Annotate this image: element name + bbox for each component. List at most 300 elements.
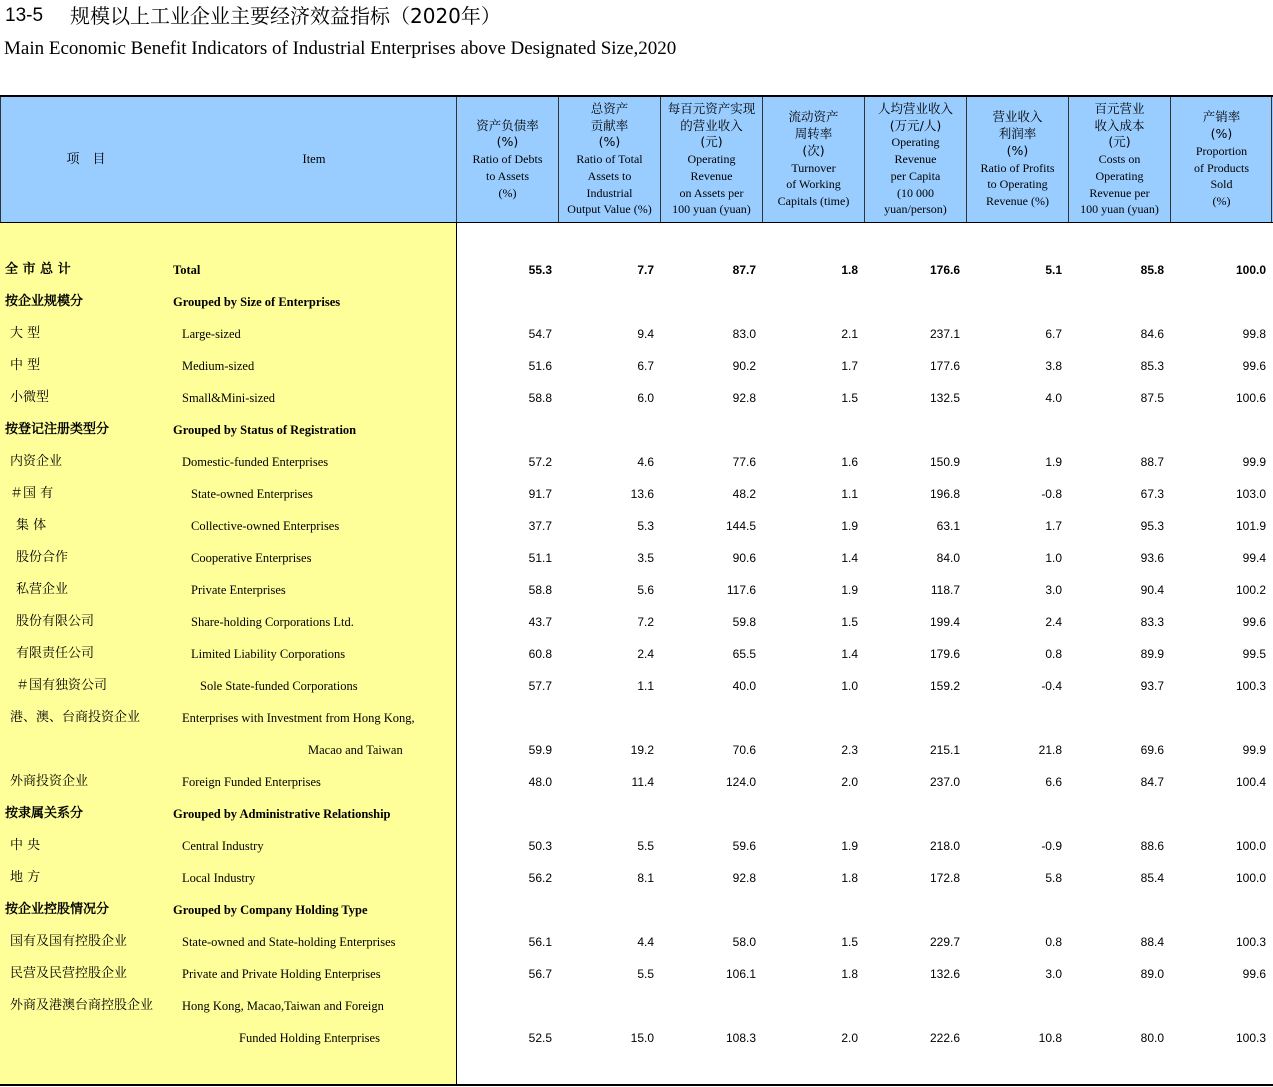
cell-revenue-per-capita: 237.0	[929, 775, 960, 789]
table-row	[0, 286, 1273, 318]
cell-revenue-per-100-yuan-assets: 59.8	[732, 615, 756, 629]
column-header-zh-line: 产销率	[1202, 109, 1241, 125]
column-header-en-line: on Assets per	[679, 185, 744, 200]
cell-current-assets-turnover: 1.8	[841, 871, 858, 885]
cell-revenue-per-100-yuan-assets: 90.2	[732, 359, 756, 373]
cell-current-assets-turnover: 1.5	[841, 391, 858, 405]
cell-current-assets-turnover: 1.4	[841, 647, 858, 661]
column-header-en-line: Sold	[1210, 177, 1233, 192]
row-label-zh: 外商及港澳台商控股企业	[10, 998, 154, 1013]
cell-profit-ratio: -0.4	[1041, 679, 1062, 693]
column-header-revenue-per-capita	[864, 97, 966, 222]
cell-revenue-per-100-yuan-assets: 117.6	[726, 583, 756, 597]
row-label-zh: 外商投资企业	[10, 774, 89, 789]
column-header-zh-line: (万元/人)	[889, 117, 942, 133]
cell-revenue-per-capita: 229.7	[929, 935, 960, 949]
table-row	[0, 254, 1273, 286]
cell-revenue-per-100-yuan-assets: 92.8	[732, 391, 756, 405]
cell-current-assets-turnover: 1.9	[841, 519, 858, 533]
table-row	[0, 478, 1273, 510]
cell-revenue-per-capita: 132.5	[929, 391, 960, 405]
cell-profit-ratio: 4.0	[1045, 391, 1062, 405]
table-row	[0, 990, 1273, 1022]
cell-debt-ratio: 60.8	[528, 647, 552, 661]
cell-cost-per-100-yuan-revenue: 89.0	[1140, 967, 1164, 981]
cell-revenue-per-capita: 159.2	[929, 679, 960, 693]
cell-cost-per-100-yuan-revenue: 85.3	[1140, 359, 1164, 373]
cell-profit-ratio: 3.8	[1045, 359, 1062, 373]
cell-current-assets-turnover: 2.0	[841, 775, 858, 789]
row-label-zh: 私营企业	[16, 582, 69, 597]
cell-revenue-per-capita: 218.0	[929, 839, 960, 853]
cell-total-assets-contribution: 4.4	[637, 935, 654, 949]
cell-total-assets-contribution: 15.0	[630, 1031, 654, 1045]
cell-revenue-per-capita: 196.8	[929, 487, 960, 501]
row-label-zh: 大 型	[10, 326, 41, 341]
column-header-zh-line: (元)	[700, 134, 723, 150]
cell-revenue-per-100-yuan-assets: 90.6	[732, 551, 756, 565]
cell-profit-ratio: 21.8	[1038, 743, 1062, 757]
table-row	[0, 542, 1273, 574]
column-header-zh-line: 总资产	[590, 100, 629, 116]
column-header-en-line: of Products	[1194, 160, 1249, 175]
column-header-en-line: Assets to	[587, 168, 632, 183]
row-label-en: Private Enterprises	[191, 583, 286, 597]
cell-revenue-per-100-yuan-assets: 92.8	[732, 871, 756, 885]
row-label-en: Large-sized	[182, 327, 241, 341]
cell-revenue-per-100-yuan-assets: 48.2	[732, 487, 756, 501]
column-header-text	[878, 101, 953, 219]
cell-cost-per-100-yuan-revenue: 95.3	[1140, 519, 1164, 533]
row-label-zh: 股份有限公司	[16, 614, 95, 629]
column-header-profit-ratio	[966, 97, 1068, 222]
column-header-total-assets-contribution	[558, 97, 660, 222]
table-row	[0, 958, 1273, 990]
cell-total-assets-contribution: 5.5	[637, 967, 654, 981]
cell-cost-per-100-yuan-revenue: 69.6	[1140, 743, 1164, 757]
cell-revenue-per-100-yuan-assets: 70.6	[732, 743, 756, 757]
row-label-zh: 国有及国有控股企业	[10, 934, 128, 949]
cell-profit-ratio: 3.0	[1045, 583, 1062, 597]
column-header-en-line: Operating	[687, 152, 736, 167]
cell-sales-rate: 99.9	[1242, 455, 1266, 469]
column-header-zh-line: 利润率	[998, 125, 1037, 141]
table-row	[0, 1022, 1273, 1054]
row-label-en: Total	[173, 263, 201, 277]
row-label-en: Foreign Funded Enterprises	[182, 775, 321, 789]
cell-sales-rate: 99.9	[1242, 743, 1266, 757]
table-row	[0, 382, 1273, 414]
cell-revenue-per-capita: 215.1	[929, 743, 960, 757]
column-header-zh-line: (元)	[1108, 134, 1131, 150]
cell-sales-rate: 100.3	[1235, 1031, 1266, 1045]
column-header-en-line: to Operating	[987, 177, 1048, 192]
column-header-zh-line: (%)	[1210, 125, 1233, 141]
row-label-en: Medium-sized	[182, 359, 255, 373]
page-title	[0, 3, 700, 29]
cell-sales-rate: 99.4	[1242, 551, 1266, 565]
cell-sales-rate: 100.3	[1235, 935, 1266, 949]
cell-total-assets-contribution: 5.3	[637, 519, 654, 533]
row-label-en: Sole State-funded Corporations	[200, 679, 358, 693]
table-row	[0, 638, 1273, 670]
cell-revenue-per-capita: 177.6	[929, 359, 960, 373]
cell-total-assets-contribution: 6.0	[637, 391, 654, 405]
row-label-en: Hong Kong, Macao,Taiwan and Foreign	[182, 999, 384, 1013]
column-header-zh-line: 流动资产	[788, 109, 839, 125]
cell-profit-ratio: 1.7	[1045, 519, 1062, 533]
row-label-zh: 中 型	[10, 358, 41, 373]
cell-current-assets-turnover: 1.4	[841, 551, 858, 565]
cell-cost-per-100-yuan-revenue: 67.3	[1140, 487, 1164, 501]
column-header-zh-line: (次)	[802, 142, 825, 158]
cell-sales-rate: 100.6	[1235, 391, 1266, 405]
table-row	[0, 734, 1273, 766]
item-column-header	[0, 97, 456, 222]
column-header-text	[668, 101, 756, 219]
cell-sales-rate: 100.4	[1235, 775, 1266, 789]
row-label-en: Grouped by Size of Enterprises	[173, 295, 341, 309]
row-label-en: Domestic-funded Enterprises	[182, 455, 329, 469]
cell-debt-ratio: 50.3	[528, 839, 552, 853]
column-header-text	[1080, 101, 1159, 219]
cell-profit-ratio: 1.0	[1045, 551, 1062, 565]
cell-revenue-per-capita: 150.9	[929, 455, 960, 469]
row-label-zh: 按隶属关系分	[5, 806, 84, 821]
table-title-zh: 规模以上工业企业主要经济效益指标（2020年）	[70, 4, 501, 28]
cell-revenue-per-100-yuan-assets: 106.1	[725, 967, 756, 981]
cell-profit-ratio: -0.9	[1041, 839, 1062, 853]
column-header-en-line: 100 yuan (yuan)	[672, 202, 751, 217]
column-header-text	[778, 109, 850, 210]
table-row	[0, 574, 1273, 606]
table-row	[0, 830, 1273, 862]
cell-current-assets-turnover: 2.0	[841, 1031, 858, 1045]
cell-revenue-per-capita: 179.6	[929, 647, 960, 661]
row-label-en: Grouped by Company Holding Type	[173, 903, 368, 917]
row-label-zh: ＃国有独资公司	[16, 678, 108, 693]
table-row	[0, 894, 1273, 926]
table-rows	[0, 254, 1273, 1054]
column-header-en-line: Capitals (time)	[777, 194, 850, 209]
cell-total-assets-contribution: 4.6	[637, 455, 654, 469]
cell-revenue-per-100-yuan-assets: 65.5	[732, 647, 756, 661]
cell-revenue-per-capita: 63.1	[936, 519, 960, 533]
column-header-en-line: Revenue	[690, 168, 733, 183]
cell-revenue-per-capita: 176.6	[929, 263, 960, 277]
cell-sales-rate: 100.3	[1235, 679, 1266, 693]
column-header-en-line: (10 000	[896, 185, 934, 200]
column-header-debt-ratio	[456, 97, 558, 222]
column-header-zh-line: 贡献率	[590, 117, 629, 133]
table-row	[0, 510, 1273, 542]
cell-current-assets-turnover: 1.1	[841, 487, 858, 501]
cell-total-assets-contribution: 8.1	[637, 871, 654, 885]
cell-total-assets-contribution: 5.6	[637, 583, 654, 597]
cell-current-assets-turnover: 1.6	[841, 455, 858, 469]
cell-revenue-per-100-yuan-assets: 40.0	[732, 679, 756, 693]
row-label-zh: 地 方	[10, 870, 41, 885]
cell-debt-ratio: 56.1	[528, 935, 552, 949]
cell-revenue-per-100-yuan-assets: 124.0	[725, 775, 756, 789]
row-label-zh: 小微型	[10, 390, 50, 405]
cell-current-assets-turnover: 1.8	[841, 967, 858, 981]
column-header-revenue-per-100-yuan-assets	[660, 97, 762, 222]
item-header-zh: 项 目	[66, 152, 106, 167]
column-header-zh-line: 营业收入	[992, 109, 1043, 125]
cell-revenue-per-capita: 199.4	[929, 615, 960, 629]
table-bottom-rule	[0, 1084, 1273, 1086]
cell-profit-ratio: 6.6	[1045, 775, 1062, 789]
cell-revenue-per-100-yuan-assets: 83.0	[732, 327, 756, 341]
cell-profit-ratio: 2.4	[1045, 615, 1062, 629]
cell-cost-per-100-yuan-revenue: 83.3	[1140, 615, 1164, 629]
cell-debt-ratio: 91.7	[528, 487, 552, 501]
column-header-en-line: Turnover	[791, 160, 836, 175]
cell-revenue-per-100-yuan-assets: 58.0	[732, 935, 756, 949]
cell-total-assets-contribution: 11.4	[631, 775, 654, 789]
column-header-zh-line: 百元营业	[1094, 100, 1145, 116]
column-header-cost-per-100-yuan-revenue	[1068, 97, 1170, 222]
cell-sales-rate: 99.6	[1242, 359, 1266, 373]
cell-cost-per-100-yuan-revenue: 89.9	[1140, 647, 1164, 661]
row-label-en: Limited Liability Corporations	[191, 647, 346, 661]
cell-total-assets-contribution: 7.7	[637, 263, 654, 277]
cell-total-assets-contribution: 5.5	[637, 839, 654, 853]
cell-cost-per-100-yuan-revenue: 88.7	[1140, 455, 1164, 469]
table-row	[0, 446, 1273, 478]
cell-cost-per-100-yuan-revenue: 84.7	[1140, 775, 1164, 789]
row-label-en: Macao and Taiwan	[308, 743, 403, 757]
row-label-zh: 民营及民营控股企业	[10, 966, 128, 981]
column-header-sales-rate	[1170, 97, 1272, 222]
column-header-en-line: Revenue per	[1089, 185, 1150, 200]
column-header-en-line: Ratio of Profits	[980, 160, 1055, 175]
cell-current-assets-turnover: 1.5	[841, 935, 858, 949]
column-header-zh-line: (%)	[1006, 142, 1029, 158]
cell-profit-ratio: 1.9	[1045, 455, 1062, 469]
column-header-en-line: Operating	[1095, 168, 1144, 183]
cell-current-assets-turnover: 1.9	[841, 583, 858, 597]
table-row	[0, 350, 1273, 382]
row-label-en: State-owned and State-holding Enterprises	[182, 935, 396, 949]
cell-profit-ratio: 10.8	[1038, 1031, 1062, 1045]
indicator-table	[0, 95, 1273, 1086]
cell-cost-per-100-yuan-revenue: 80.0	[1140, 1031, 1164, 1045]
cell-sales-rate: 100.2	[1235, 583, 1266, 597]
cell-cost-per-100-yuan-revenue: 93.7	[1140, 679, 1164, 693]
cell-total-assets-contribution: 13.6	[630, 487, 654, 501]
column-header-en-line: per Capita	[890, 168, 941, 183]
cell-debt-ratio: 52.5	[528, 1031, 552, 1045]
row-label-en: Grouped by Administrative Relationship	[173, 807, 391, 821]
cell-current-assets-turnover: 1.9	[841, 839, 858, 853]
cell-debt-ratio: 58.8	[528, 583, 552, 597]
row-label-zh: 全 市 总 计	[5, 262, 71, 277]
cell-revenue-per-capita: 172.8	[929, 871, 960, 885]
row-label-en: Private and Private Holding Enterprises	[182, 967, 381, 981]
column-header-zh-line: 人均营业收入	[877, 100, 953, 116]
cell-debt-ratio: 56.2	[528, 871, 552, 885]
cell-sales-rate: 101.9	[1235, 519, 1266, 533]
row-label-en: Central Industry	[182, 839, 264, 853]
column-header-zh-line: 资产负债率	[476, 117, 539, 133]
cell-sales-rate: 103.0	[1235, 487, 1266, 501]
column-header-zh-line: 的营业收入	[680, 117, 743, 133]
cell-debt-ratio: 54.7	[528, 327, 552, 341]
cell-debt-ratio: 57.2	[528, 455, 552, 469]
cell-profit-ratio: 6.7	[1045, 327, 1062, 341]
row-label-zh: 内资企业	[10, 454, 63, 469]
cell-current-assets-turnover: 1.5	[841, 615, 858, 629]
cell-debt-ratio: 57.7	[528, 679, 552, 693]
table-number: 13-5	[5, 5, 44, 26]
row-label-zh: 有限责任公司	[16, 646, 95, 661]
row-label-zh: 中 央	[10, 838, 41, 853]
cell-total-assets-contribution: 9.4	[637, 327, 654, 341]
cell-revenue-per-100-yuan-assets: 59.6	[732, 839, 756, 853]
cell-profit-ratio: 5.8	[1045, 871, 1062, 885]
column-header-zh-line: 收入成本	[1094, 117, 1145, 133]
cell-sales-rate: 100.0	[1235, 871, 1266, 885]
row-label-zh: 集 体	[16, 518, 47, 533]
column-header-en-line: Costs on	[1098, 152, 1141, 167]
row-label-zh: 按登记注册类型分	[5, 422, 110, 437]
table-row	[0, 798, 1273, 830]
cell-debt-ratio: 55.3	[528, 263, 552, 277]
cell-sales-rate: 99.5	[1242, 647, 1266, 661]
cell-sales-rate: 99.6	[1242, 967, 1266, 981]
cell-sales-rate: 99.8	[1242, 327, 1266, 341]
table-row	[0, 606, 1273, 638]
item-header-en: Item	[302, 152, 326, 166]
column-header-en-line: Operating	[891, 135, 940, 150]
cell-total-assets-contribution: 6.7	[637, 359, 654, 373]
row-label-zh: 港、澳、台商投资企业	[10, 710, 141, 725]
row-label-en: State-owned Enterprises	[191, 487, 313, 501]
table-row	[0, 926, 1273, 958]
column-header-en-line: Ratio of Debts	[472, 152, 543, 167]
table-header	[0, 97, 1273, 222]
cell-revenue-per-capita: 84.0	[936, 551, 960, 565]
row-label-en: Local Industry	[182, 871, 256, 885]
cell-cost-per-100-yuan-revenue: 85.4	[1140, 871, 1164, 885]
table-row	[0, 414, 1273, 446]
column-header-text	[981, 109, 1055, 210]
row-label-zh: 按企业规模分	[5, 294, 84, 309]
table-title-en: Main Economic Benefit Indicators of Industrial Enterprises above Designated Size,2020	[4, 38, 677, 59]
cell-revenue-per-100-yuan-assets: 87.7	[732, 263, 756, 277]
table-row	[0, 670, 1273, 702]
column-header-en-line: Industrial	[586, 185, 633, 200]
table-row	[0, 766, 1273, 798]
row-label-en: Small&Mini-sized	[182, 391, 276, 405]
row-label-zh: 股份合作	[16, 550, 69, 565]
column-header-current-assets-turnover	[762, 97, 864, 222]
cell-cost-per-100-yuan-revenue: 88.4	[1140, 935, 1164, 949]
cell-debt-ratio: 43.7	[528, 615, 552, 629]
column-header-text	[473, 118, 543, 202]
cell-profit-ratio: 0.8	[1045, 935, 1062, 949]
cell-current-assets-turnover: 1.7	[841, 359, 858, 373]
cell-total-assets-contribution: 2.4	[637, 647, 654, 661]
cell-revenue-per-capita: 237.1	[929, 327, 960, 341]
cell-current-assets-turnover: 2.3	[841, 743, 858, 757]
cell-sales-rate: 100.0	[1235, 839, 1266, 853]
column-header-en-line: Revenue	[894, 152, 937, 167]
column-header-text	[567, 101, 651, 219]
column-header-en-line: yuan/person)	[884, 202, 947, 217]
column-header-en-line: to Assets	[485, 168, 529, 183]
cell-total-assets-contribution: 7.2	[637, 615, 654, 629]
row-label-en: Share-holding Corporations Ltd.	[191, 615, 354, 629]
cell-cost-per-100-yuan-revenue: 93.6	[1140, 551, 1164, 565]
cell-debt-ratio: 37.7	[528, 519, 552, 533]
cell-debt-ratio: 48.0	[528, 775, 552, 789]
row-label-en: Funded Holding Enterprises	[239, 1031, 380, 1045]
cell-current-assets-turnover: 2.1	[841, 327, 858, 341]
cell-debt-ratio: 51.6	[528, 359, 552, 373]
column-header-zh-line: 周转率	[794, 125, 833, 141]
cell-sales-rate: 99.6	[1242, 615, 1266, 629]
cell-sales-rate: 100.0	[1235, 263, 1266, 277]
row-label-en: Cooperative Enterprises	[191, 551, 312, 565]
cell-profit-ratio: -0.8	[1041, 487, 1062, 501]
cell-profit-ratio: 5.1	[1045, 263, 1062, 277]
table-row	[0, 702, 1273, 734]
cell-debt-ratio: 58.8	[528, 391, 552, 405]
cell-cost-per-100-yuan-revenue: 90.4	[1140, 583, 1164, 597]
column-header-en-line: Output Value (%)	[567, 202, 652, 217]
column-header-zh-line: 每百元资产实现	[667, 100, 756, 116]
cell-cost-per-100-yuan-revenue: 88.6	[1140, 839, 1164, 853]
cell-total-assets-contribution: 3.5	[637, 551, 654, 565]
cell-profit-ratio: 0.8	[1045, 647, 1062, 661]
cell-revenue-per-100-yuan-assets: 108.3	[725, 1031, 756, 1045]
table-body	[0, 223, 1273, 1084]
column-header-en-line: Ratio of Total	[576, 152, 643, 167]
row-label-en: Collective-owned Enterprises	[191, 519, 340, 533]
column-header-en-line: (%)	[498, 185, 517, 200]
cell-current-assets-turnover: 1.8	[841, 263, 858, 277]
column-header-text	[1194, 109, 1249, 210]
cell-total-assets-contribution: 1.1	[637, 679, 654, 693]
column-header-en-line: of Working	[786, 177, 841, 192]
cell-profit-ratio: 3.0	[1045, 967, 1062, 981]
cell-cost-per-100-yuan-revenue: 87.5	[1140, 391, 1164, 405]
cell-total-assets-contribution: 19.2	[630, 743, 654, 757]
cell-revenue-per-capita: 222.6	[929, 1031, 960, 1045]
cell-revenue-per-100-yuan-assets: 144.5	[725, 519, 756, 533]
cell-revenue-per-capita: 132.6	[929, 967, 960, 981]
cell-current-assets-turnover: 1.0	[841, 679, 858, 693]
column-header-en-line: Proportion	[1195, 143, 1248, 158]
cell-debt-ratio: 51.1	[528, 551, 552, 565]
cell-revenue-per-capita: 118.7	[930, 583, 960, 597]
row-label-zh: ＃国 有	[10, 486, 54, 501]
column-header-en-line: Revenue (%)	[986, 194, 1049, 209]
cell-debt-ratio: 59.9	[528, 743, 552, 757]
table-row	[0, 318, 1273, 350]
column-header-zh-line: (%)	[496, 134, 519, 150]
row-label-en: Grouped by Status of Registration	[173, 423, 357, 437]
row-label-en: Enterprises with Investment from Hong Kong,	[182, 711, 415, 725]
row-label-zh: 按企业控股情况分	[5, 902, 110, 917]
cell-debt-ratio: 56.7	[528, 967, 552, 981]
cell-cost-per-100-yuan-revenue: 84.6	[1140, 327, 1164, 341]
column-header-en-line: 100 yuan (yuan)	[1080, 202, 1159, 217]
cell-cost-per-100-yuan-revenue: 85.8	[1140, 263, 1164, 277]
